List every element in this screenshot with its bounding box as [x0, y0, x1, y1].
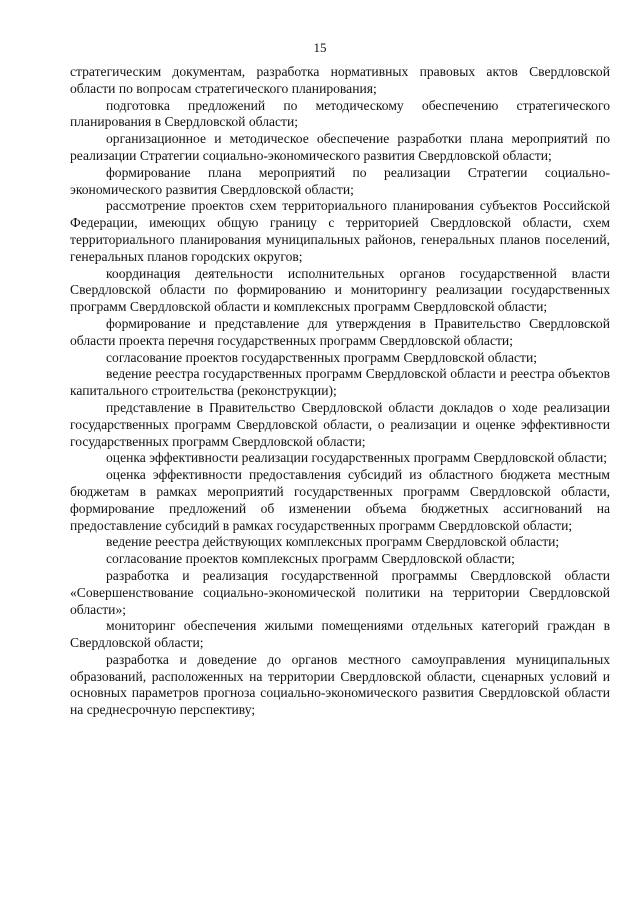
paragraph: ведение реестра действующих комплексных программ Свердловской области; [106, 534, 560, 550]
paragraph: формирование плана мероприятий по реализации Стратегии социально-экономического развития Свердловской области; [70, 164, 610, 197]
paragraph: оценка эффективности реализации государственных программ Свердловской области; [106, 450, 608, 466]
paragraph: согласование проектов государственных программ Свердловской области; [106, 349, 538, 365]
paragraph: формирование и представление для утверждения в Правительство Свердловской области проекта перечня государственных программ Свердловской области; [70, 315, 610, 348]
document-body [70, 64, 610, 719]
paragraph: разработка и реализация государственной программы Свердловской области «Совершенствование социально-экономической политики на территории Свердловской области»; [70, 567, 610, 617]
page-number: 15 [313, 40, 327, 55]
paragraph: оценка эффективности предоставления субсидий из областного бюджета местным бюджетам в рамках мероприятий государственных программ Свердловской области, формирование предложений об изменении объема бюджетных ассигнований на предоставление субсидий в рамках государственных программ Свердловской области; [70, 467, 610, 533]
paragraph: ведение реестра государственных программ Свердловской области и реестра объектов капитального строительства (реконструкции); [70, 366, 610, 399]
paragraph: рассмотрение проектов схем территориального планирования субъектов Российской Федерации, имеющих общую границу с территорией Свердловской области, схем территориального планирования муниципальных районов, генеральных планов поселений, генеральных планов городских округов; [70, 198, 610, 264]
paragraph: мониторинг обеспечения жилыми помещениями отдельных категорий граждан в Свердловской области; [70, 618, 610, 651]
paragraph: представление в Правительство Свердловской области докладов о ходе реализации государственных программ Свердловской области, о реализации и оценке эффективности государственных программ Свердловской области; [70, 399, 610, 449]
paragraph: разработка и доведение до органов местного самоуправления муниципальных образований, расположенных на территории Свердловской области, сценарных условий и основных параметров прогноза социально-экономического развития Свердловской области на среднесрочную перспективу; [70, 651, 610, 718]
paragraph: организационное и методическое обеспечение разработки плана мероприятий по реализации Стратегии социально-экономического развития Свердловской области; [70, 131, 610, 163]
paragraph: подготовка предложений по методическому обеспечению стратегического планирования в Свердловской области; [70, 97, 610, 130]
paragraph: координация деятельности исполнительных органов государственной власти Свердловской области по формированию и мониторингу реализации государственных программ Свердловской области и комплексных программ Свердловской области; [70, 265, 610, 315]
paragraph: согласование проектов комплексных программ Свердловской области; [106, 551, 515, 567]
paragraph: стратегическим документам, разработка нормативных правовых актов Свердловской области по вопросам стратегического планирования; [70, 64, 610, 96]
